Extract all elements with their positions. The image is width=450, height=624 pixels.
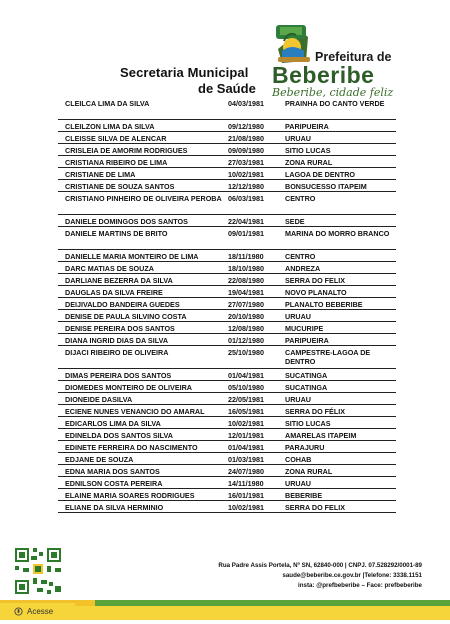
- page-bottom-margin: [0, 620, 450, 624]
- birth-date: 21/08/1980: [228, 134, 264, 143]
- table-row: [58, 286, 396, 298]
- birth-date: 10/02/1981: [228, 170, 264, 179]
- person-name: DIANA INGRID DIAS DA SILVA: [65, 336, 169, 345]
- footer-address: Rua Padre Assis Portela, Nº SN, 62840-000 | CNPJ. 07.528292/0001-89: [218, 562, 422, 569]
- birth-date: 09/01/1981: [228, 229, 264, 238]
- birth-date: 27/07/1980: [228, 300, 264, 309]
- person-name: DANIELE DOMINGOS DOS SANTOS: [65, 217, 188, 226]
- table-row: [58, 405, 396, 417]
- table-row: [58, 346, 396, 369]
- birth-date: 01/12/1980: [228, 336, 264, 345]
- table-row: [58, 168, 396, 180]
- department-title-line2: de Saúde: [198, 81, 256, 96]
- person-name: CRISLEIA DE AMORIM RODRIGUES: [65, 146, 188, 155]
- person-name: EDINELDA DOS SANTOS SILVA: [65, 431, 173, 440]
- person-name: EDJANE DE SOUZA: [65, 455, 134, 464]
- locality: PARIPUEIRA: [285, 122, 329, 131]
- person-name: EDNA MARIA DOS SANTOS: [65, 467, 160, 476]
- person-name: DEIJIVALDO BANDEIRA GUEDES: [65, 300, 180, 309]
- table-row: [58, 369, 396, 381]
- birth-date: 22/08/1980: [228, 276, 264, 285]
- locality: NOVO PLANALTO: [285, 288, 347, 297]
- locality: SERRA DO FÉLIX: [285, 407, 346, 416]
- table-row: [58, 262, 396, 274]
- locality: PLANALTO BEBERIBE: [285, 300, 363, 309]
- birth-date: 20/10/1980: [228, 312, 264, 321]
- birth-date: 01/04/1981: [228, 443, 264, 452]
- person-name: ELIANE DA SILVA HERMINIO: [65, 503, 164, 512]
- locality: SITIO LUCAS: [285, 419, 331, 428]
- table-row: [58, 144, 396, 156]
- person-name: CLEILCA LIMA DA SILVA: [65, 99, 150, 108]
- person-name: ELAINE MARIA SOARES RODRIGUES: [65, 491, 195, 500]
- table-row: [58, 120, 396, 132]
- locality: COHAB: [285, 455, 312, 464]
- footer-contact-block: [162, 561, 422, 591]
- table-row: [58, 477, 396, 489]
- locality: ANDREZA: [285, 264, 321, 273]
- person-name: DENISE DE PAULA SILVINO COSTA: [65, 312, 187, 321]
- person-name: DIOMEDES MONTEIRO DE OLIVEIRA: [65, 383, 192, 392]
- birth-date: 10/02/1981: [228, 419, 264, 428]
- locality: LAGOA DE DENTRO: [285, 170, 356, 179]
- birth-date: 12/08/1980: [228, 324, 264, 333]
- locality: SUCATINGA: [285, 371, 328, 380]
- birth-date: 04/03/1981: [228, 99, 264, 108]
- pointer-icon: [14, 607, 23, 616]
- birth-date: 18/11/1980: [228, 252, 264, 261]
- locality: ZONA RURAL: [285, 158, 333, 167]
- department-title-line1: Secretaria Municipal: [120, 65, 249, 80]
- access-link[interactable]: [0, 603, 75, 620]
- footer-social: insta: @prefbeberibe – Face: prefbeberibe: [298, 582, 422, 589]
- birth-date: 14/11/1980: [228, 479, 264, 488]
- birth-date: 22/05/1981: [228, 395, 264, 404]
- locality: MARINA DO MORRO BRANCO: [285, 229, 390, 238]
- person-name: EDICARLOS LIMA DA SILVA: [65, 419, 161, 428]
- person-name: CLEISSE SILVA DE ALENCAR: [65, 134, 167, 143]
- birth-date: 10/02/1981: [228, 503, 264, 512]
- locality: URUAU: [285, 479, 311, 488]
- locality: SEDE: [285, 217, 305, 226]
- locality: URUAU: [285, 395, 311, 404]
- person-name: DIONEIDE DASILVA: [65, 395, 133, 404]
- access-label: Acesse: [27, 607, 54, 616]
- table-row: [58, 274, 396, 286]
- table-row: [58, 97, 396, 120]
- birth-date: 09/12/1980: [228, 122, 264, 131]
- birth-date: 25/10/1980: [228, 348, 264, 357]
- table-row: [58, 322, 396, 334]
- logo-prefix-text: Prefeitura de: [315, 50, 392, 64]
- person-name: ECIENE NUNES VENANCIO DO AMARAL: [65, 407, 205, 416]
- table-row: [58, 180, 396, 192]
- birth-date: 05/10/1980: [228, 383, 264, 392]
- locality: PARIPUEIRA: [285, 336, 329, 345]
- locality: PRAINHA DO CANTO VERDE: [285, 99, 385, 108]
- locality: PARAJURU: [285, 443, 325, 452]
- locality: SERRA DO FELIX: [285, 276, 346, 285]
- person-name: DIMAS PEREIRA DOS SANTOS: [65, 371, 172, 380]
- birth-date: 16/01/1981: [228, 491, 264, 500]
- person-name: CLEILZON LIMA DA SILVA: [65, 122, 155, 131]
- locality: URUAU: [285, 312, 311, 321]
- qr-code-icon[interactable]: [13, 545, 63, 597]
- person-name: CRISTIANA RIBEIRO DE LIMA: [65, 158, 168, 167]
- person-name: DANIELLE MARIA MONTEIRO DE LIMA: [65, 252, 199, 261]
- locality: SERRA DO FELIX: [285, 503, 346, 512]
- birth-date: 06/03/1981: [228, 194, 264, 203]
- table-row: [58, 465, 396, 477]
- table-row: [58, 453, 396, 465]
- table-row: [58, 417, 396, 429]
- table-row: [58, 192, 396, 215]
- locality: BONSUCESSO ITAPEIM: [285, 182, 367, 191]
- locality: MUCURIPE: [285, 324, 324, 333]
- table-row: [58, 393, 396, 405]
- birth-date: 01/04/1981: [228, 371, 264, 380]
- person-name: DENISE PEREIRA DOS SANTOS: [65, 324, 175, 333]
- table-row: [58, 429, 396, 441]
- table-row: [58, 441, 396, 453]
- birth-date: 01/03/1981: [228, 455, 264, 464]
- logo-slogan: Beberibe, cidade feliz: [272, 86, 394, 99]
- person-name: CRISTIANE DE SOUZA SANTOS: [65, 182, 175, 191]
- table-row: [58, 489, 396, 501]
- birth-date: 18/10/1980: [228, 264, 264, 273]
- logo-city-name: Beberibe: [272, 62, 375, 88]
- locality: AMARELAS ITAPEIM: [285, 431, 357, 440]
- birth-date: 22/04/1981: [228, 217, 264, 226]
- locality: SUCATINGA: [285, 383, 328, 392]
- birth-date: 27/03/1981: [228, 158, 264, 167]
- table-row: [58, 381, 396, 393]
- birth-date: 12/01/1981: [228, 431, 264, 440]
- person-name: DANIELE MARTINS DE BRITO: [65, 229, 168, 238]
- person-name: CRISTIANO PINHEIRO DE OLIVEIRA PEROBA: [65, 194, 222, 203]
- person-name: DAUGLAS DA SILVA FREIRE: [65, 288, 163, 297]
- locality: CAMPESTRE-LAGOA DE DENTRO: [285, 348, 371, 366]
- locality: URUAU: [285, 134, 311, 143]
- table-row: [58, 156, 396, 168]
- person-name: CRISTIANE DE LIMA: [65, 170, 136, 179]
- footer-email-phone: saude@beberibe.ce.gov.br |Telefone: 3338.1151: [282, 572, 422, 579]
- birth-date: 19/04/1981: [228, 288, 264, 297]
- locality: CENTRO: [285, 194, 316, 203]
- table-row: [58, 215, 396, 227]
- birth-date: 24/07/1980: [228, 467, 264, 476]
- person-name: DARLIANE BEZERRA DA SILVA: [65, 276, 173, 285]
- person-name: EDINETE FERREIRA DO NASCIMENTO: [65, 443, 198, 452]
- birth-date: 09/09/1980: [228, 146, 264, 155]
- locality: ZONA RURAL: [285, 467, 333, 476]
- birth-date: 16/05/1981: [228, 407, 264, 416]
- table-row: [58, 310, 396, 322]
- table-row: [58, 227, 396, 250]
- table-row: [58, 334, 396, 346]
- person-name: EDNILSON COSTA PEREIRA: [65, 479, 163, 488]
- table-row: [58, 132, 396, 144]
- beneficiary-table: [58, 97, 396, 513]
- locality: SITIO LUCAS: [285, 146, 331, 155]
- person-name: DIJACI RIBEIRO DE OLIVEIRA: [65, 348, 169, 357]
- table-row: [58, 298, 396, 310]
- locality: BEBERIBE: [285, 491, 323, 500]
- locality: CENTRO: [285, 252, 316, 261]
- table-row: [58, 501, 396, 513]
- birth-date: 12/12/1980: [228, 182, 264, 191]
- person-name: DARC MATIAS DE SOUZA: [65, 264, 154, 273]
- table-row: [58, 250, 396, 262]
